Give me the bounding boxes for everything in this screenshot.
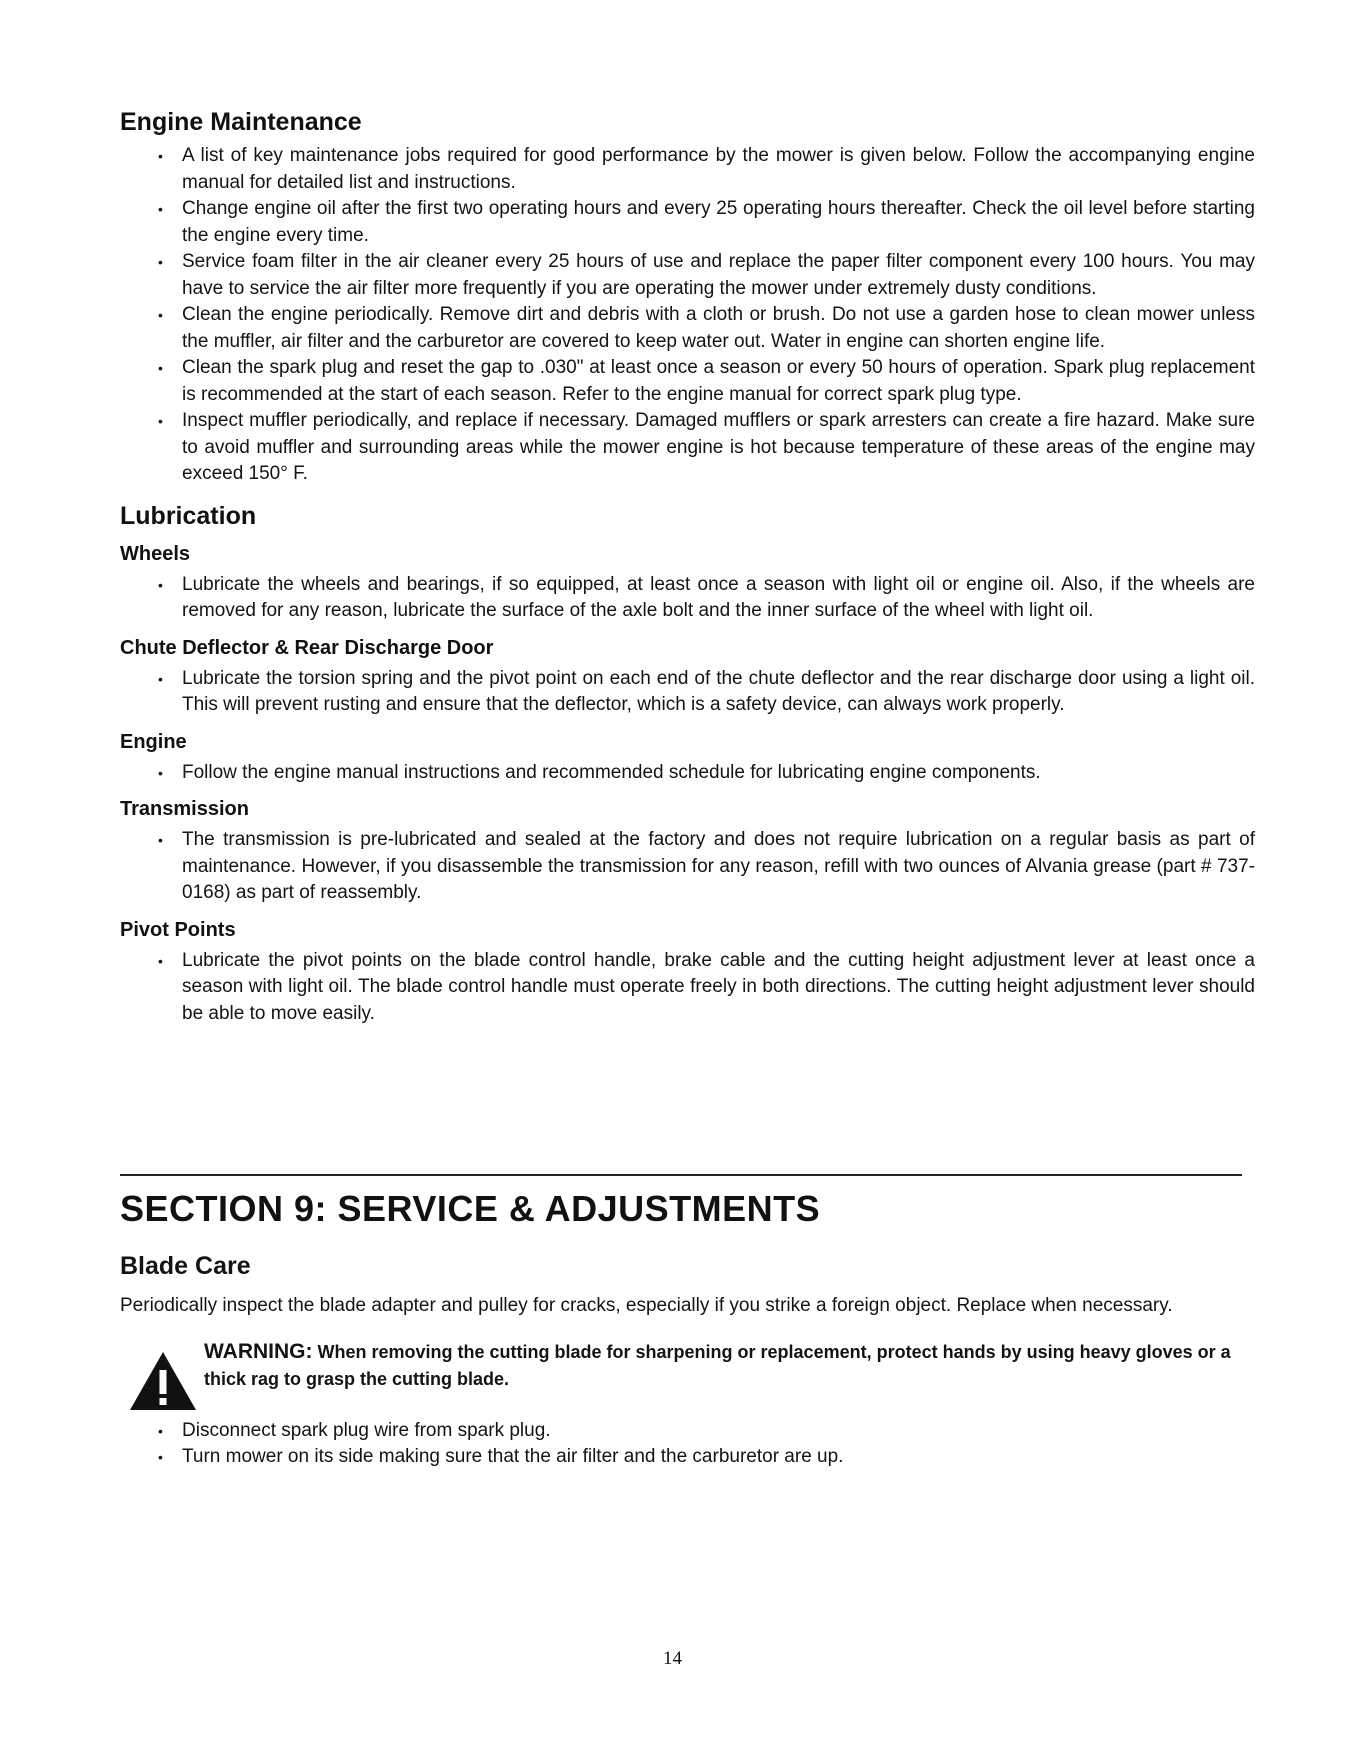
list-item xyxy=(120,302,1255,355)
bullet-icon: • xyxy=(158,360,163,376)
lubrication-heading: Lubrication xyxy=(120,501,257,530)
warning-text: When removing the cutting blade for sharpening or replacement, protect hands by using heavy gloves or a thick rag to grasp the cutting blade. xyxy=(204,1341,1231,1389)
section-divider xyxy=(120,1174,1242,1176)
pivot-points-list xyxy=(120,948,1255,1028)
page-number: 14 xyxy=(663,1648,682,1669)
list-item-text: Turn mower on its side making sure that the air filter and the carburetor are up. xyxy=(182,1446,844,1467)
list-item-text: Lubricate the torsion spring and the pivot point on each end of the chute deflector and the rear discharge door using a light oil. This will prevent rusting and ensure that the deflector, which is a safety device, can always work properly. xyxy=(182,667,1255,715)
warning-callout xyxy=(120,1338,1255,1418)
list-item-text: Clean the engine periodically. Remove dirt and debris with a cloth or brush. Do not use a garden hose to clean mower unless the muffler, air filter and the carburetor are covered to keep water out. Water in engine can shorten engine life. xyxy=(182,304,1255,352)
transmission-list xyxy=(120,827,1255,907)
list-item xyxy=(120,143,1255,196)
list-item xyxy=(120,827,1255,907)
bullet-icon: • xyxy=(158,670,163,687)
chute-deflector-list xyxy=(120,666,1255,719)
list-item-text: Clean the spark plug and reset the gap to .030" at least once a season or every 50 hours of operation. Spark plug replacement is recommended at the start of each season. Refer to the engine manual for correct spark plug type. xyxy=(182,357,1255,405)
bullet-icon: • xyxy=(158,832,163,848)
list-item-text: Lubricate the wheels and bearings, if so equipped, at least once a season with light oil or engine oil. Also, if the wheels are removed for any reason, lubricate the surface of the axle bolt and the inner surface of the wheel with light oil. xyxy=(182,573,1255,621)
bullet-icon: • xyxy=(158,254,163,270)
list-item xyxy=(120,572,1255,625)
warning-triangle-icon xyxy=(128,1350,198,1412)
engine-list xyxy=(120,760,1255,787)
list-item-text: Service foam filter in the air cleaner every 25 hours of use and replace the paper filter component every 100 hours. You may have to service the air filter more frequently if you are operating the mower under extremely dusty conditions. xyxy=(182,251,1255,299)
engine-maintenance-heading: Engine Maintenance xyxy=(120,108,362,136)
warning-message xyxy=(204,1338,1254,1393)
list-item xyxy=(120,1418,1255,1445)
bullet-icon: • xyxy=(158,1449,163,1465)
list-item-text: Disconnect spark plug wire from spark plug. xyxy=(182,1419,551,1441)
list-item-text: Change engine oil after the first two operating hours and every 25 operating hours thereafter. Check the oil level before starting the engine every time. xyxy=(182,198,1255,246)
list-item xyxy=(120,249,1255,302)
bullet-icon: • xyxy=(158,413,163,429)
list-item xyxy=(120,948,1255,1028)
list-item-text: A list of key maintenance jobs required for good performance by the mower is given below. Follow the accompanying engine manual for detailed list and instructions. xyxy=(182,145,1255,193)
engine-subheading: Engine xyxy=(120,730,187,753)
chute-deflector-subheading: Chute Deflector & Rear Discharge Door xyxy=(120,636,494,659)
bullet-icon: • xyxy=(158,764,163,781)
wheels-list xyxy=(120,572,1255,625)
list-item-text: Lubricate the pivot points on the blade control handle, brake cable and the cutting height adjustment lever at least once a season with light oil. The blade control handle must operate freely in both directions. The cutting height adjustment lever should be able to move easily. xyxy=(182,949,1255,1024)
list-item xyxy=(120,355,1255,408)
bullet-icon: • xyxy=(158,148,163,164)
engine-maintenance-list xyxy=(120,143,1255,488)
lubrication-and-maintenance-content xyxy=(120,108,1255,1027)
bullet-icon: • xyxy=(158,201,163,217)
transmission-subheading: Transmission xyxy=(120,798,249,820)
warning-label: WARNING: xyxy=(204,1339,313,1363)
bullet-icon: • xyxy=(158,576,163,593)
wheels-subheading: Wheels xyxy=(120,542,191,565)
list-item-text: Follow the engine manual instructions and recommended schedule for lubricating engine components. xyxy=(182,761,1041,783)
section-title: SECTION 9: SERVICE & ADJUSTMENTS xyxy=(120,1188,821,1229)
blade-care-heading: Blade Care xyxy=(120,1252,251,1280)
blade-care-section xyxy=(120,1252,1255,1471)
list-item xyxy=(120,1444,1255,1471)
list-item-text: Inspect muffler periodically, and replace if necessary. Damaged mufflers or spark arresters can create a fire hazard. Make sure to avoid muffler and surrounding areas while the mower engine is hot because temperature of these areas of the engine may exceed 150° F. xyxy=(182,410,1255,484)
list-item xyxy=(120,666,1255,719)
list-item-text: The transmission is pre-lubricated and sealed at the factory and does not require lubrication on a regular basis as part of maintenance. However, if you disassemble the transmission for any reason, refill with two ounces of Alvania grease (part # 737-0168) as part of reassembly. xyxy=(182,829,1255,903)
list-item xyxy=(120,760,1255,787)
bullet-icon: • xyxy=(158,952,163,969)
bullet-icon: • xyxy=(158,1422,163,1439)
pivot-points-subheading: Pivot Points xyxy=(120,918,236,941)
list-item xyxy=(120,196,1255,249)
blade-care-intro: Periodically inspect the blade adapter and pulley for cracks, especially if you strike a foreign object. Replace when necessary. xyxy=(120,1295,1173,1316)
blade-care-steps xyxy=(120,1418,1255,1471)
list-item xyxy=(120,408,1255,488)
bullet-icon: • xyxy=(158,307,163,323)
